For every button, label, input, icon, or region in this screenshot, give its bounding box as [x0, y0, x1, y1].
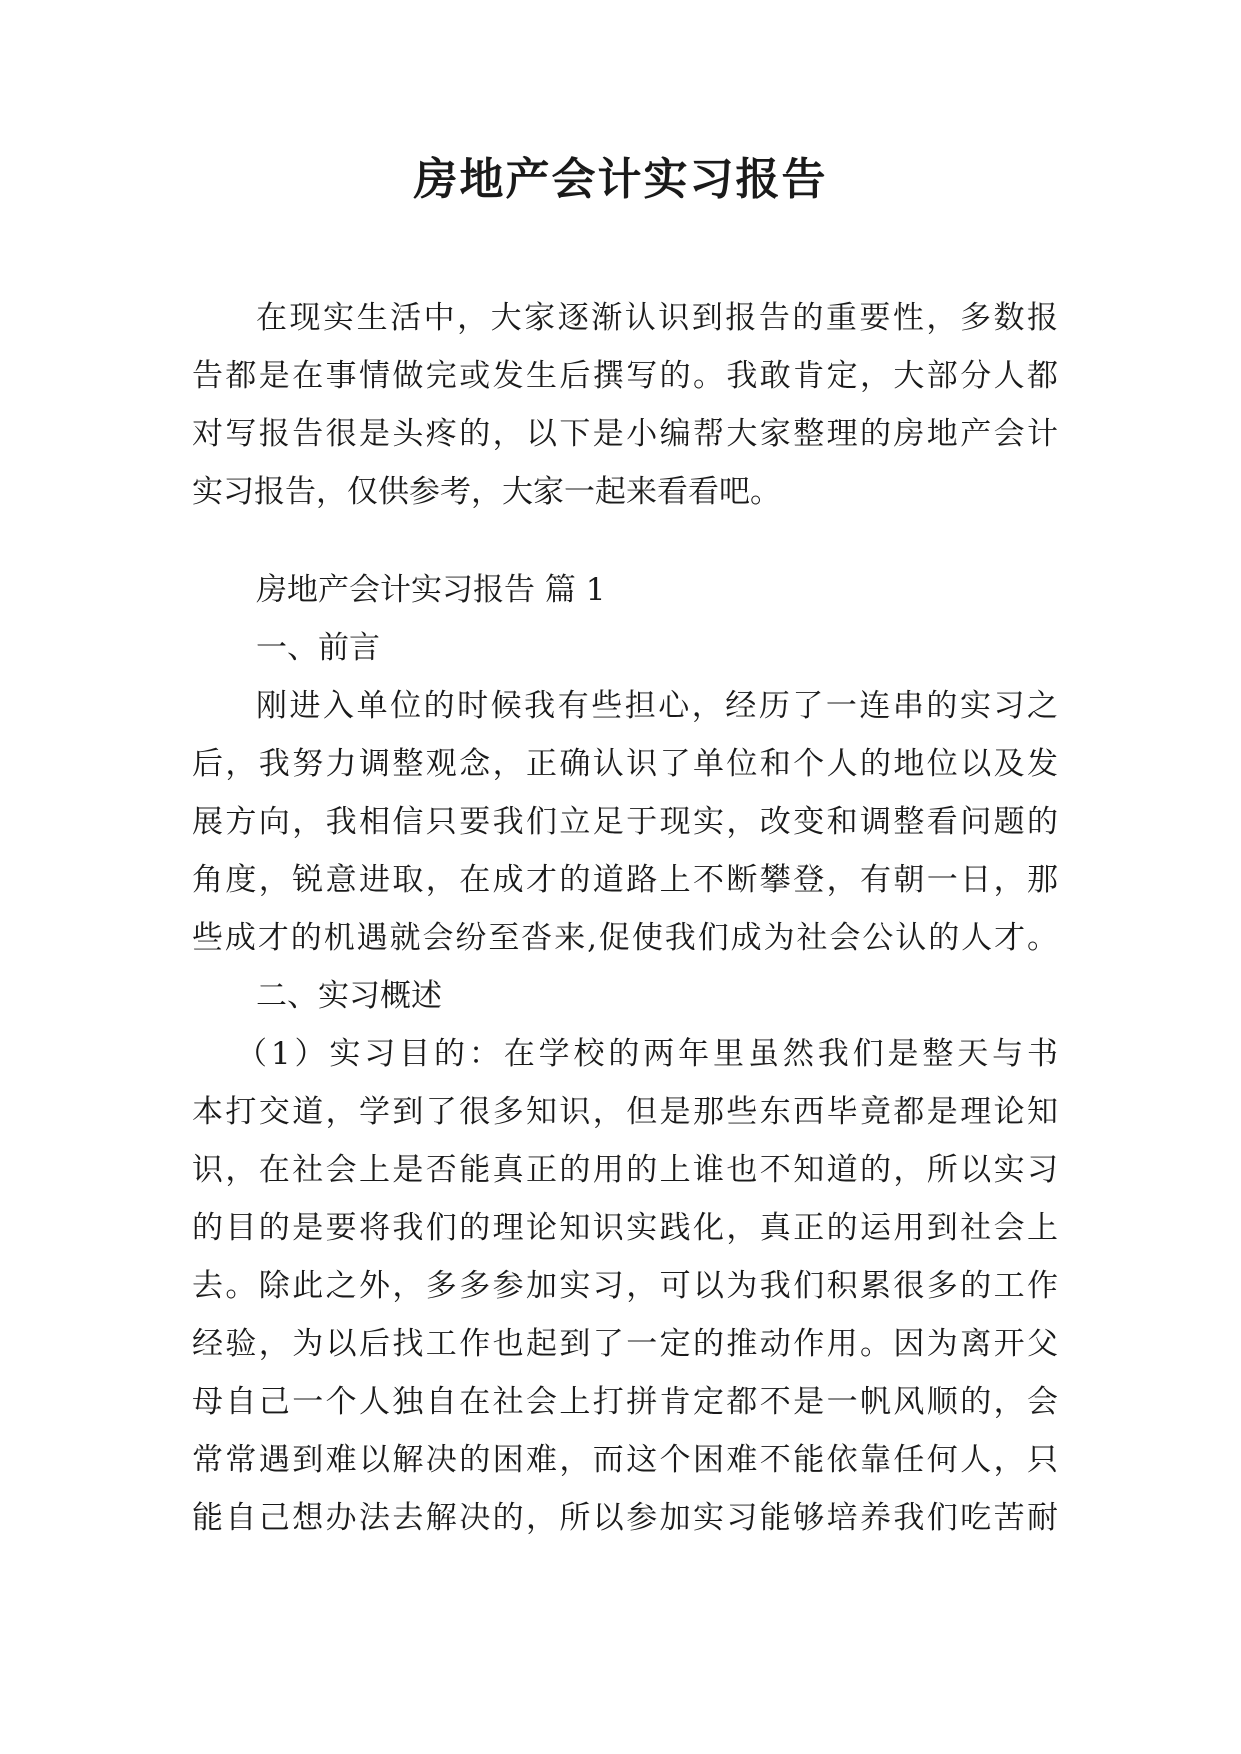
preface-line: 后，我努力调整观念，正确认识了单位和个人的地位以及发: [192, 746, 1058, 782]
intro-line: 告都是在事情做完或发生后撰写的。我敢肯定，大部分人都: [192, 358, 1058, 394]
overview-line: 常常遇到难以解决的困难，而这个困难不能依靠任何人，只: [192, 1442, 1058, 1478]
overview-line: （1）实习目的：在学校的两年里虽然我们是整天与书: [236, 1036, 1058, 1072]
preface-line: 展方向，我相信只要我们立足于现实，改变和调整看问题的: [192, 804, 1058, 840]
preface-line: 些成才的机遇就会纷至沓来,促使我们成为社会公认的人才。: [192, 920, 1058, 956]
overview-line: 本打交道，学到了很多知识，但是那些东西毕竟都是理论知: [192, 1094, 1058, 1130]
overview-line: 的目的是要将我们的理论知识实践化，真正的运用到社会上: [192, 1210, 1058, 1246]
overview-line: 识，在社会上是否能真正的用的上谁也不知道的，所以实习: [192, 1152, 1058, 1188]
intro-line: 对写报告很是头疼的，以下是小编帮大家整理的房地产会计: [192, 416, 1058, 452]
document-body: [192, 289, 1058, 1547]
intro-line: 实习报告，仅供参考，大家一起来看看吧。: [192, 474, 781, 510]
intro-line: 在现实生活中，大家逐渐认识到报告的重要性，多数报: [256, 300, 1058, 336]
section-heading: 房地产会计实习报告 篇 1: [256, 572, 606, 608]
overview-line: 经验，为以后找工作也起到了一定的推动作用。因为离开父: [192, 1326, 1058, 1362]
overview-line: 能自己想办法去解决的，所以参加实习能够培养我们吃苦耐: [192, 1500, 1058, 1536]
preface-line: 角度，锐意进取，在成才的道路上不断攀登，有朝一日，那: [192, 862, 1058, 898]
preface-line: 刚进入单位的时候我有些担心，经历了一连串的实习之: [256, 688, 1058, 724]
overview-line: 去。除此之外，多多参加实习，可以为我们积累很多的工作: [192, 1268, 1058, 1304]
heading-preface: 一、前言: [256, 630, 380, 666]
document-title: 房地产会计实习报告: [413, 154, 828, 205]
heading-overview: 二、实习概述: [256, 978, 442, 1014]
paragraph-gap: [192, 521, 1058, 561]
overview-line: 母自己一个人独自在社会上打拼肯定都不是一帆风顺的，会: [192, 1384, 1058, 1420]
